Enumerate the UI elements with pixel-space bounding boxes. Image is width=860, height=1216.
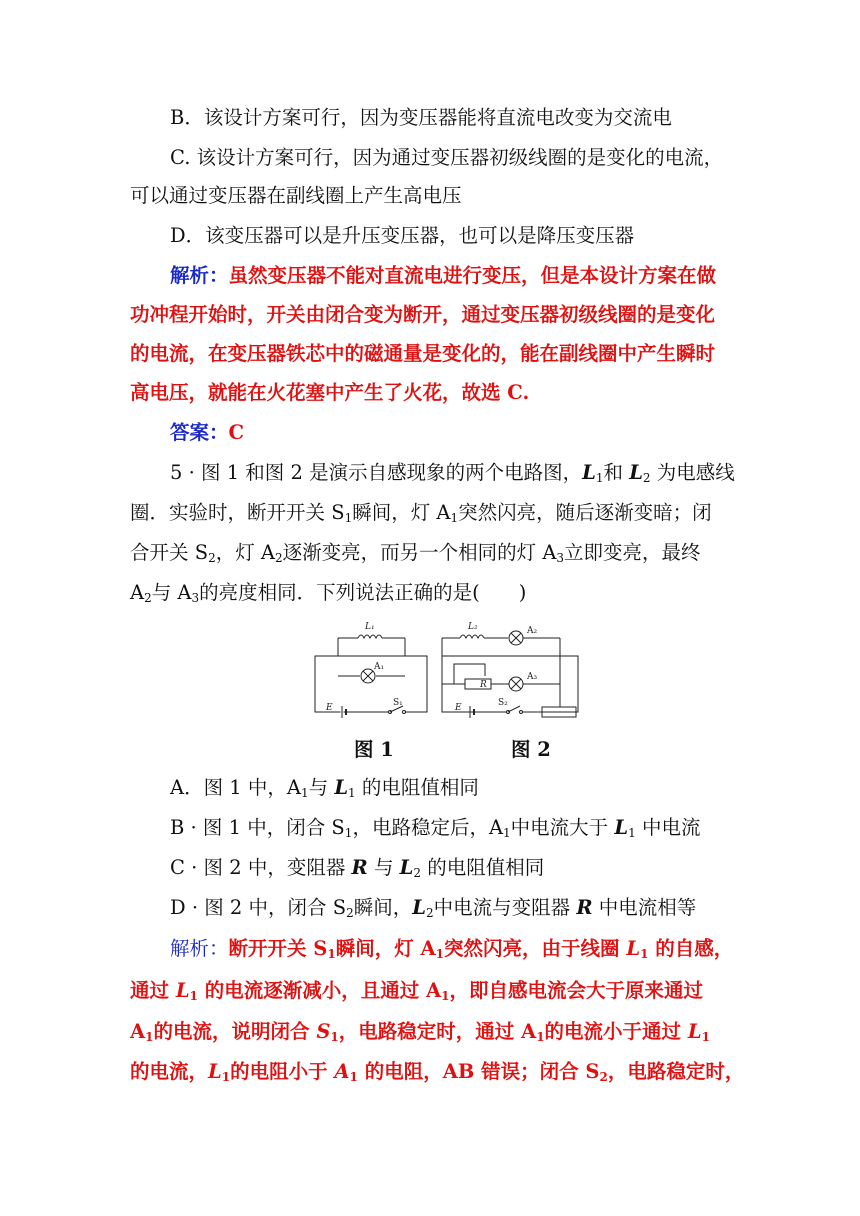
q5-stem-text: 为电感线 <box>656 461 735 484</box>
subscript: 1 <box>327 947 336 961</box>
q5-option-c <box>170 853 730 888</box>
symbol-a: A <box>334 1060 350 1083</box>
figure-1-caption: 图 1 <box>354 738 394 761</box>
symbol-r: R <box>576 896 593 919</box>
q5-stem-line1 <box>170 458 735 493</box>
analysis-label: 解析： <box>170 937 229 960</box>
fig2-label-s: S₂ <box>498 698 508 708</box>
option-text: 与 <box>373 856 394 879</box>
symbol-l: L <box>334 776 349 799</box>
symbol-l: L <box>412 896 426 919</box>
symbol-l: L <box>208 1060 222 1083</box>
subscript: 2 <box>144 591 152 605</box>
fig2-inductor-icon <box>460 635 484 638</box>
analysis-text: 断开开关 S <box>228 937 328 960</box>
q5-stem-text: 和 <box>603 461 623 484</box>
q5-stem-text: 逐渐变亮，而另一个相同的灯 A <box>282 541 557 564</box>
subscript: 1 <box>503 826 511 840</box>
analysis-text: ，电路稳定时， <box>607 1060 745 1083</box>
subscript: 2 <box>208 551 216 565</box>
option-d-q4: D．该变压器可以是升压变压器，也可以是降压变压器 <box>170 224 635 247</box>
q4-analysis-line3: 的电流，在变压器铁芯中的磁通量是变化的，能在副线圈中产生瞬时 <box>130 342 716 365</box>
q5-stem-text: 瞬间，灯 A <box>352 501 451 524</box>
analysis-text: 突然闪亮，由于线圈 <box>444 937 620 960</box>
q5-stem-text: 立即变亮，最终 <box>564 541 701 564</box>
analysis-label: 解析： <box>170 264 229 287</box>
option-text: D · 图 2 中，闭合 S <box>170 896 347 919</box>
q5-stem-text: ，灯 A <box>215 541 275 564</box>
analysis-text: 的电流逐渐减小，且通过 A <box>204 979 442 1002</box>
option-c-q4-line2: 可以通过变压器在副线圈上产生高电压 <box>130 184 462 207</box>
subscript: 1 <box>701 1030 710 1044</box>
q5-option-d <box>170 893 730 928</box>
option-text: 与 <box>308 776 329 799</box>
q4-answer <box>170 418 730 448</box>
fig2-label-r: R <box>480 680 487 690</box>
q5-stem-text: 与 A <box>151 581 192 604</box>
fig1-label-s: S₁ <box>393 698 403 708</box>
subscript: 2 <box>425 906 434 920</box>
symbol-l: L <box>629 461 643 484</box>
subscript: 2 <box>599 1070 608 1084</box>
q5-option-a <box>170 773 730 808</box>
fig2-label-l: L₂ <box>468 622 478 632</box>
analysis-text: 虽然变压器不能对直流电进行变压，但是本设计方案在做 <box>228 264 717 287</box>
circuit-figures <box>310 616 580 726</box>
option-text: 中电流大于 <box>510 816 609 839</box>
analysis-text: ，即自感电流会大于原来通过 <box>449 979 703 1002</box>
symbol-l: L <box>614 816 629 839</box>
analysis-text: 瞬间，灯 A <box>335 937 436 960</box>
subscript: 1 <box>348 786 356 800</box>
fig2-resistor-icon <box>465 679 491 689</box>
subscript: 1 <box>640 947 649 961</box>
fig1-label-e: E <box>326 703 333 713</box>
analysis-text: ，电路稳定时，通过 A <box>338 1020 537 1043</box>
subscript: 2 <box>274 551 283 565</box>
figure-2-caption: 图 2 <box>511 738 551 761</box>
symbol-l: L <box>175 979 190 1002</box>
analysis-text: 的电流， <box>130 1060 209 1083</box>
fig2-label-a3: A₃ <box>527 672 538 682</box>
answer-value: C <box>228 421 245 444</box>
option-text: 的电阻值相同 <box>361 776 479 799</box>
subscript: 1 <box>344 826 353 840</box>
subscript: 3 <box>556 551 565 565</box>
q5-stem-line4 <box>130 578 730 613</box>
option-text: 中电流 <box>641 816 701 839</box>
analysis-text: 通过 <box>130 979 170 1002</box>
subscript: 3 <box>191 591 200 605</box>
analysis-text: 的电阻，AB 错误；闭合 S <box>364 1060 600 1083</box>
subscript: 1 <box>349 1070 358 1084</box>
option-text: 中电流相等 <box>598 896 697 919</box>
option-text: ，电路稳定后，A <box>352 816 504 839</box>
symbol-l: L <box>582 461 596 484</box>
analysis-text: A <box>130 1020 146 1043</box>
q5-stem-line2 <box>130 498 730 533</box>
analysis-text: 的电阻小于 <box>230 1060 328 1083</box>
fig1-inductor-icon <box>358 635 382 638</box>
q4-analysis-line2: 功冲程开始时，开关由闭合变为断开，通过变压器初级线圈的是变化 <box>130 303 716 326</box>
q5-option-b <box>170 813 730 848</box>
subscript: 1 <box>145 1030 154 1044</box>
q4-analysis-line4: 高电压，就能在火花塞中产生了火花，故选 C. <box>130 381 530 404</box>
analysis-text: 的自感， <box>655 937 734 960</box>
q5-analysis-line4 <box>130 1057 745 1092</box>
option-b-q4: B．该设计方案可行，因为变压器能将直流电改变为交流电 <box>170 106 672 129</box>
fig2-label-e: E <box>455 703 462 713</box>
answer-label: 答案： <box>170 421 229 444</box>
q5-analysis-line2 <box>130 976 730 1011</box>
symbol-l: L <box>626 937 641 960</box>
option-c-q4-line1: C. 该设计方案可行，因为通过变压器初级线圈的是变化的电流， <box>170 146 724 169</box>
subscript: 1 <box>441 989 450 1003</box>
circuit-diagrams <box>310 616 580 726</box>
option-text: C · 图 2 中，变阻器 <box>170 856 346 879</box>
option-text: 瞬间， <box>353 896 413 919</box>
q5-analysis-line1 <box>170 934 734 969</box>
q5-stem-text: 5 · 图 1 和图 2 是演示自感现象的两个电路图， <box>170 461 583 484</box>
subscript: 1 <box>300 786 309 800</box>
q5-analysis-line3 <box>130 1017 730 1052</box>
q5-stem-line3 <box>130 538 730 573</box>
subscript: 1 <box>628 826 636 840</box>
subscript: 2 <box>642 471 651 485</box>
subscript: 1 <box>221 1070 231 1084</box>
symbol-l: L <box>399 856 414 879</box>
fig1-label-l: L₁ <box>365 622 375 632</box>
q5-stem-text: 圈．实验时，断开开关 S <box>130 501 345 524</box>
subscript: 2 <box>413 866 422 880</box>
subscript: 1 <box>330 1030 339 1044</box>
q5-stem-text: 突然闪亮，随后逐渐变暗；闭 <box>458 501 712 524</box>
symbol-l: L <box>687 1020 702 1043</box>
analysis-text: 的电流小于通过 <box>544 1020 682 1043</box>
subscript: 2 <box>346 906 354 920</box>
option-text: 中电流与变阻器 <box>433 896 571 919</box>
option-text: A．图 1 中，A <box>170 776 301 799</box>
q5-stem-text: 合开关 S <box>130 541 209 564</box>
subscript: 1 <box>595 471 604 485</box>
symbol-r: R <box>351 856 368 879</box>
q5-stem-text: A <box>130 581 145 604</box>
q5-stem-text: 的亮度相同．下列说法正确的是( ) <box>199 581 527 604</box>
fig2-label-a2: A₂ <box>527 626 538 636</box>
fig1-label-a: A₁ <box>374 662 385 672</box>
subscript: 1 <box>189 989 198 1003</box>
option-text: B · 图 1 中，闭合 S <box>170 816 345 839</box>
symbol-s: S <box>316 1020 331 1043</box>
subscript: 1 <box>344 511 353 525</box>
subscript: 1 <box>536 1030 545 1044</box>
analysis-text: 的电流，说明闭合 <box>153 1020 310 1043</box>
subscript: 1 <box>450 511 459 525</box>
q4-analysis-line1 <box>170 261 730 291</box>
subscript: 1 <box>435 947 445 961</box>
option-text: 的电阻值相同 <box>427 856 545 879</box>
